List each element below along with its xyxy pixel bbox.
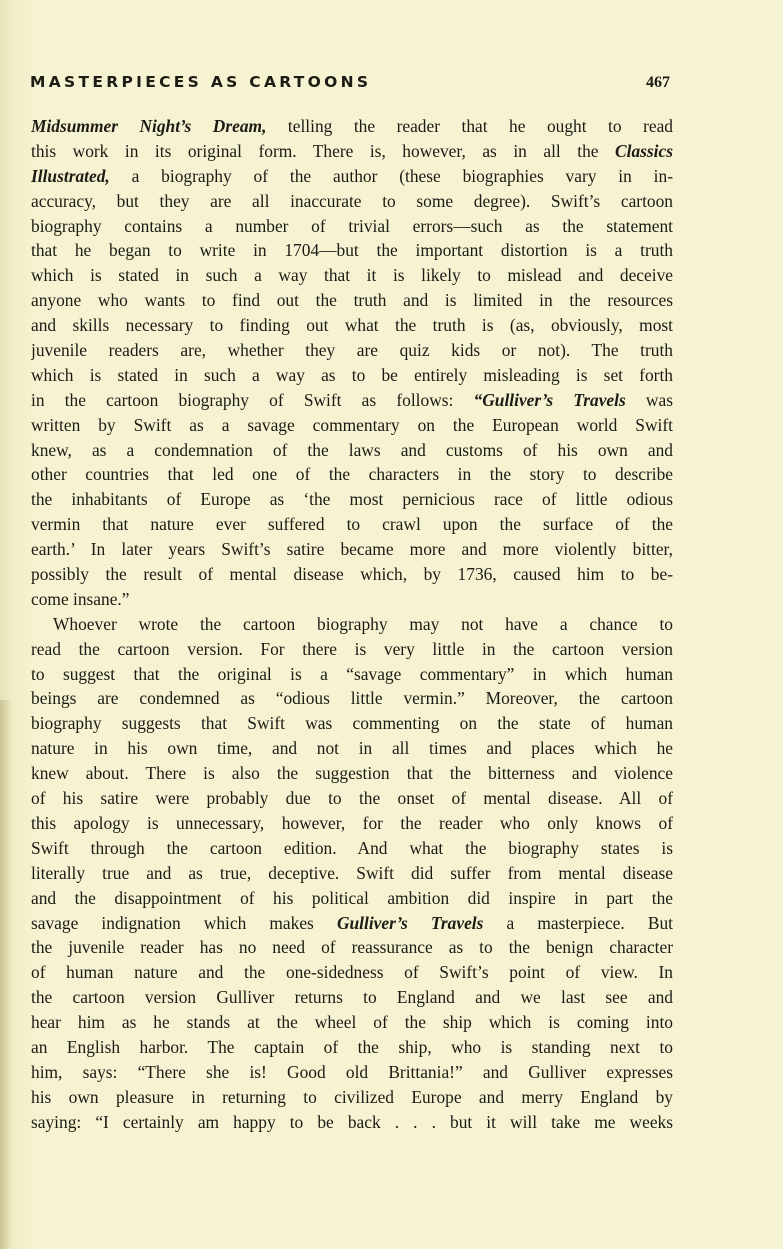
text-segment: this work in its original form. There is, however, as in all the (31, 140, 616, 161)
text-segment: his own pleasure in returning to civilized Europe and merry England by (31, 1086, 673, 1107)
text-segment: was (625, 389, 673, 410)
text-segment: a biography of the author (these biographies vary in in- (109, 165, 673, 186)
text-line (31, 985, 673, 1010)
text-line (31, 462, 673, 487)
italic-title: Gulliver’s Travels (336, 912, 484, 933)
text-segment: beings are condemned as “odious little vermin.” Moreover, the cartoon (31, 688, 673, 709)
text-segment: Whoever wrote the cartoon biography may not have a chance to (53, 613, 673, 634)
text-segment: him, says: “There she is! Good old Brittania!” and Gulliver expresses (31, 1061, 673, 1082)
text-segment: a masterpiece. But (483, 912, 673, 933)
running-head: MASTERPIECES AS CARTOONS (30, 73, 372, 91)
text-segment: other countries that led one of the characters in the story to describe (31, 464, 673, 485)
text-segment: juvenile readers are, whether they are quiz kids or not). The truth (31, 340, 673, 361)
text-line (31, 164, 673, 189)
text-line (31, 911, 673, 936)
text-line (31, 886, 673, 911)
text-segment: saying: “I certainly am happy to be back . . . but it will take me weeks (31, 1111, 673, 1132)
text-segment: biography contains a number of trivial errors—such as the statement (31, 215, 673, 236)
text-line (31, 263, 673, 288)
text-line (31, 1010, 673, 1035)
text-line (31, 587, 673, 612)
text-line (31, 1085, 673, 1110)
text-segment: which is stated in such a way that it is likely to mislead and deceive (31, 265, 673, 286)
text-segment: the inhabitants of Europe as ‘the most pernicious race of little odious (31, 489, 673, 510)
text-line (31, 238, 673, 263)
text-line (31, 935, 673, 960)
text-line (31, 637, 673, 662)
text-segment: the juvenile reader has no need of reassurance as to the benign character (31, 937, 673, 958)
text-line (31, 114, 673, 139)
text-line (31, 662, 673, 687)
text-line (31, 686, 673, 711)
text-segment: savage indignation which makes (31, 912, 337, 933)
text-segment: hear him as he stands at the wheel of the ship which is coming into (31, 1012, 673, 1033)
text-segment: knew about. There is also the suggestion that the bitterness and violence (31, 763, 673, 784)
text-segment: read the cartoon version. For there is very little in the cartoon version (31, 638, 673, 659)
italic-title: Midsummer Night’s Dream, (31, 116, 267, 136)
italic-title: Illustrated, (31, 165, 110, 186)
text-segment: which is stated in such a way as to be entirely misleading is set forth (31, 364, 673, 385)
text-segment: possibly the result of mental disease which, by 1736, caused him to be- (31, 564, 673, 585)
text-line (31, 711, 673, 736)
text-segment: anyone who wants to find out the truth and is limited in the resources (31, 290, 673, 311)
text-line (31, 338, 673, 363)
text-line (31, 537, 673, 562)
text-line (31, 413, 673, 438)
text-segment: telling the reader that he ought to read (266, 116, 673, 136)
text-segment: of human nature and the one-sidedness of Swift’s point of view. In (31, 962, 673, 983)
text-line (31, 736, 673, 761)
text-segment: this apology is unnecessary, however, for the reader who only knows of (31, 812, 673, 833)
text-segment: and the disappointment of his political ambition did inspire in part the (31, 887, 673, 908)
text-segment: come insane.” (31, 588, 130, 609)
text-line (31, 214, 673, 239)
text-line (31, 487, 673, 512)
text-line (31, 1060, 673, 1085)
page-number: 467 (646, 74, 670, 91)
text-segment: of his satire were probably due to the onset of mental disease. All of (31, 788, 673, 809)
page-header (30, 73, 670, 97)
text-segment: literally true and as true, deceptive. Swift did suffer from mental disease (31, 862, 673, 883)
text-line (31, 388, 673, 413)
text-segment: to suggest that the original is a “savage commentary” in which human (31, 663, 673, 684)
text-line (31, 612, 673, 637)
text-segment: and skills necessary to finding out what the truth is (as, obviously, most (31, 315, 673, 336)
text-line (31, 512, 673, 537)
text-segment: accuracy, but they are all inaccurate to some degree). Swift’s cartoon (31, 190, 673, 211)
page-gutter-shadow (0, 700, 12, 1249)
text-line (31, 861, 673, 886)
text-segment: Swift through the cartoon edition. And what the biography states is (31, 837, 673, 858)
text-line (31, 313, 673, 338)
italic-title: Classics (615, 140, 673, 161)
text-segment: nature in his own time, and not in all times and places which he (31, 738, 673, 759)
text-line (31, 438, 673, 463)
text-segment: an English harbor. The captain of the ship, who is standing next to (31, 1036, 673, 1057)
text-line (31, 786, 673, 811)
text-line (31, 189, 673, 214)
text-segment: that he began to write in 1704—but the important distortion is a truth (31, 240, 673, 261)
text-segment: vermin that nature ever suffered to crawl upon the surface of the (31, 514, 673, 535)
body-text (31, 114, 673, 1135)
text-line (31, 1035, 673, 1060)
text-line (31, 139, 673, 164)
text-line (31, 761, 673, 786)
text-segment: the cartoon version Gulliver returns to England and we last see and (31, 987, 673, 1008)
text-segment: knew, as a condemnation of the laws and customs of his own and (31, 439, 673, 460)
text-segment: written by Swift as a savage commentary on the European world Swift (31, 414, 673, 435)
italic-title: “Gulliver’s Travels (473, 389, 626, 410)
text-line (31, 811, 673, 836)
text-segment: in the cartoon biography of Swift as follows: (31, 389, 474, 410)
text-segment: biography suggests that Swift was commenting on the state of human (31, 713, 673, 734)
text-segment: earth.’ In later years Swift’s satire became more and more violently bitter, (31, 539, 673, 560)
text-line (31, 363, 673, 388)
text-line (31, 562, 673, 587)
text-line (31, 836, 673, 861)
text-line (31, 1110, 673, 1135)
text-line (31, 960, 673, 985)
text-line (31, 288, 673, 313)
